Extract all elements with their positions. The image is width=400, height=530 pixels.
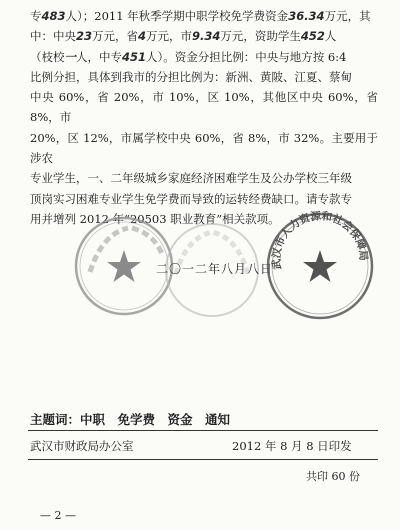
body-line: 比例分担，具体到我市的分担比例为：新洲、黄陂、江夏、蔡甸 <box>30 69 352 84</box>
seal-text: 武汉市人力资源和社会保障局 <box>270 210 370 271</box>
issue-date: 二〇一二年八月八日 <box>156 262 274 276</box>
body-line: 专业学生，一、二年级城乡家庭经济困难学生及公办学校三年级 <box>30 171 352 186</box>
hr-bureau-seal <box>264 210 376 322</box>
handwritten-number: 9.34 <box>192 29 221 44</box>
handwritten-number: 36.34 <box>288 9 325 23</box>
divider <box>28 459 378 460</box>
body-line: 20%，区 12%，市属学校中央 60%，省 8%，市 32%。主要用于涉农 <box>30 130 378 166</box>
body-line: 用并增列 2012 年“20503 职业教育”相关款项。 <box>30 211 280 226</box>
body-line: 专483人）；2011 年秋季学期中职学校免学费资金36.34万元，其 <box>30 9 371 23</box>
star-icon <box>303 250 337 282</box>
handwritten-number: 451 <box>122 49 147 64</box>
body-line: 中：中央23万元，省4万元，市9.34万元，资助学生452人 <box>30 29 337 44</box>
handwritten-number: 23 <box>76 29 93 44</box>
body-line: （枝校一人，中专451人）。资金分担比例：中央与地方按 6:4 <box>30 49 347 64</box>
issuing-office: 武汉市财政局办公室 <box>30 439 134 453</box>
handwritten-number: 一 <box>64 49 76 64</box>
body-line: 中央 60%，省 20%，市 10%，区 10%，其他区中央 60%，省 8%，市 <box>30 90 378 125</box>
star-icon <box>107 250 141 282</box>
copy-count: 共印 60 份 <box>306 470 360 483</box>
handwritten-number: 452 <box>300 29 325 44</box>
document-body <box>30 6 378 229</box>
handwritten-number: 483 <box>41 9 66 23</box>
page-number: — 2 — <box>40 509 76 522</box>
subject-keywords: 主题词：中职 免学费 资金 通知 <box>30 412 231 427</box>
body-line: 顶岗实习困难专业学生免学费而导致的运转经费缺口。请专款专 <box>30 191 352 206</box>
divider <box>28 430 378 431</box>
print-date: 2012 年 8 月 8 日印发 <box>232 439 352 453</box>
handwritten-number: 4 <box>138 29 147 44</box>
